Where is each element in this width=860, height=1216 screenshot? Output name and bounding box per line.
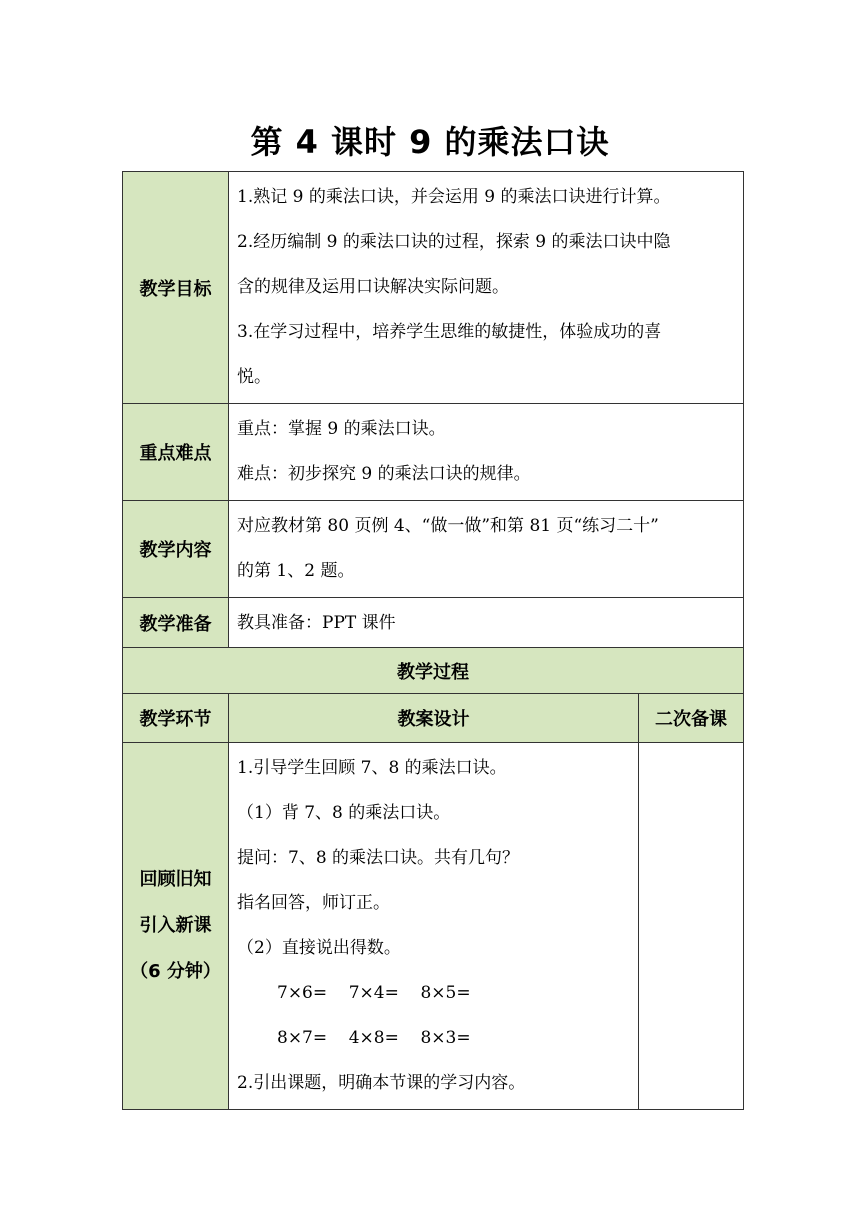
stage1-line: 1.引导学生回顾 7、8 的乘法口诀。 bbox=[237, 758, 507, 778]
page-title: 第 4 课时 9 的乘法口诀 bbox=[250, 123, 610, 161]
column-header-row bbox=[123, 694, 744, 743]
stage1-label-line: （6 分钟） bbox=[130, 961, 221, 982]
col-second-header: 二次备课 bbox=[639, 694, 744, 743]
stage1-second-prep[interactable] bbox=[639, 743, 744, 1110]
goals-line: 悦。 bbox=[237, 367, 271, 387]
stage1-line: 2.引出课题，明确本节课的学习内容。 bbox=[237, 1073, 526, 1093]
prep-line: 教具准备：PPT 课件 bbox=[237, 612, 396, 633]
prep-content bbox=[229, 598, 744, 648]
key-points-label: 重点难点 bbox=[123, 404, 229, 501]
goals-row bbox=[123, 172, 744, 404]
col-stage-header: 教学环节 bbox=[123, 694, 229, 743]
stage1-label-line: 引入新课 bbox=[139, 915, 212, 936]
key-point-line: 重点：掌握 9 的乘法口诀。 bbox=[237, 419, 446, 439]
key-point-line: 难点：初步探究 9 的乘法口诀的规律。 bbox=[237, 464, 531, 484]
content-label: 教学内容 bbox=[123, 501, 229, 598]
key-points-content bbox=[229, 404, 744, 501]
stage1-line: 提问：7、8 的乘法口诀。共有几句？ bbox=[237, 848, 520, 868]
content-text bbox=[229, 501, 744, 598]
goals-line: 3.在学习过程中，培养学生思维的敏捷性，体验成功的喜 bbox=[237, 322, 662, 342]
process-header-row bbox=[123, 648, 744, 694]
stage1-design bbox=[229, 743, 639, 1110]
stage1-row bbox=[123, 743, 744, 1110]
key-points-row bbox=[123, 404, 744, 501]
stage1-label-line: 回顾旧知 bbox=[139, 869, 212, 890]
goals-line: 2.经历编制 9 的乘法口诀的过程，探索 9 的乘法口诀中隐 bbox=[237, 232, 671, 252]
col-design-header: 教案设计 bbox=[229, 694, 639, 743]
content-line: 的第 1、2 题。 bbox=[237, 561, 355, 581]
goals-label: 教学目标 bbox=[123, 172, 229, 404]
stage1-line: 指名回答，师订正。 bbox=[237, 893, 390, 913]
stage1-calc-line: 8×7= 4×8= 8×3= bbox=[277, 1028, 471, 1048]
stage1-calc-line: 7×6= 7×4= 8×5= bbox=[277, 983, 471, 1003]
content-line: 对应教材第 80 页例 4、“做一做”和第 81 页“练习二十” bbox=[237, 516, 659, 536]
prep-label: 教学准备 bbox=[123, 598, 229, 648]
goals-line: 1.熟记 9 的乘法口诀，并会运用 9 的乘法口诀进行计算。 bbox=[237, 187, 671, 207]
process-header: 教学过程 bbox=[123, 648, 744, 694]
content-row bbox=[123, 501, 744, 598]
stage1-label bbox=[123, 743, 229, 1110]
goals-line: 含的规律及运用口诀解决实际问题。 bbox=[237, 277, 509, 297]
stage1-line: （1）背 7、8 的乘法口诀。 bbox=[237, 803, 451, 823]
stage1-line: （2）直接说出得数。 bbox=[237, 938, 401, 958]
goals-content bbox=[229, 172, 744, 404]
prep-row bbox=[123, 598, 744, 648]
lesson-plan-table bbox=[122, 171, 744, 1110]
